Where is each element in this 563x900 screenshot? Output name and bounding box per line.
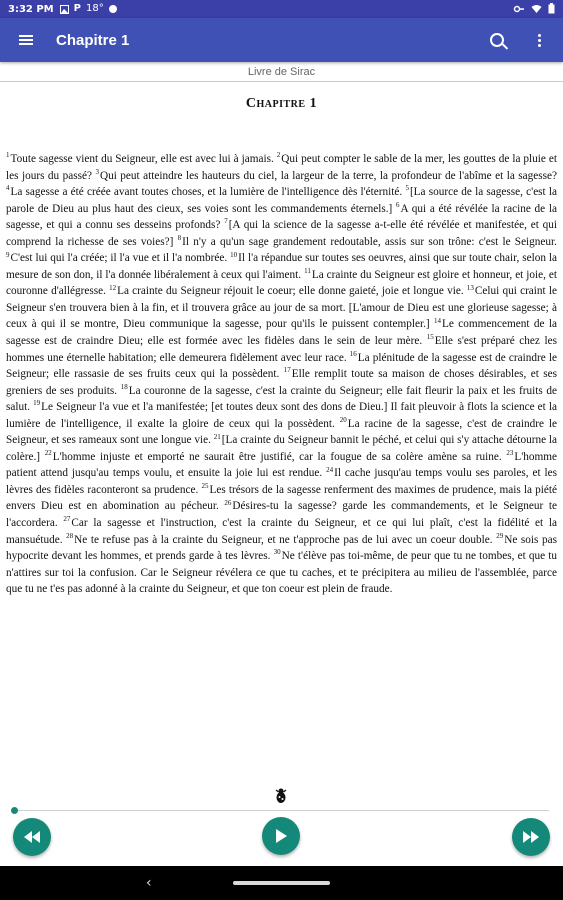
verse-number: 14 [434,316,442,325]
verse-text: Car la sagesse et l'instruction, c'est la crainte du Seigneur, et ce qui lui plaît, c'est la fidélité et la mansuétude. [6,517,558,546]
verse-text: A qui a été révélée la racine de la sagesse, et qui a connu ses desseins profonds? [6,202,558,232]
wifi-icon [531,4,542,14]
search-icon [490,33,504,47]
temperature-icon: 18° [85,3,104,14]
verse-number: 9 [6,250,10,259]
verse-text: L'homme injuste et emporté ne saurait être justifié, car la fougue de sa colère amène sa ruine. [52,450,502,463]
verse-text: [La crainte du Seigneur bannit le péché, et celui qui s'y attache détourne la colère.] [6,434,558,463]
verse-number: 29 [496,531,504,540]
verse-text: [La source de la sagesse, c'est la parole de Dieu au plus haut des cieux, ses voies sont les commandements éternels.] [6,186,558,215]
record-icon [109,5,117,13]
chapter-title: Chapitre 1 [245,96,318,111]
book-name: Livre de Sirac [247,66,316,78]
verse[interactable] [6,252,227,264]
verse-number: 2 [276,151,281,160]
verse-text: La plénitude de la sagesse est de craindre le Seigneur; elle rassasie de ses fruits ceux qui la possèdent. [6,351,557,381]
verse-number: 10 [230,250,238,259]
verse-number: 30 [273,548,281,557]
verse-text: Ne sois pas hypocrite devant les hommes, et prends garde à tes lèvres. [6,533,557,563]
verse-text: Elle remplit toute sa maison de choses désirables, et ses greniers de ses produits. [6,368,558,397]
image-icon [60,5,69,14]
verse[interactable] [95,167,558,182]
page-title: Chapitre 1 [56,31,130,49]
verse-text: Désires-tu la sagesse? garde les commandements, et le Seigneur te l'accordera. [6,500,558,530]
verse-number: 22 [44,449,52,458]
verse-number: 5 [405,184,409,193]
verse[interactable] [6,153,274,165]
verse-text: La racine de la sagesse, c'est de craindre le Seigneur, et ses rameaux sont une longue vie. [6,417,558,447]
home-pill-icon[interactable] [233,881,330,885]
verse-text: Qui peut compter le sable de la mer, les gouttes de la pluie et les jours du passé? [6,153,557,182]
verse-text: Celui qui craint le Seigneur s'en trouvera bien à la fin, et il trouvera grâce au jour de sa mort. [L'amour de Dieu est une glorieuse sagesse; à ceux à qui il se montre, Dieu communique la sagesse, pour qu'ils le puissent contempler.] [6,285,558,331]
progress-track[interactable] [14,810,549,811]
verse-number: 25 [201,482,209,491]
verse-text: Il cache jusqu'au temps voulu ses paroles, et les lèvres des fidèles raconteront sa prudence. [6,467,557,496]
system-nav-bar [0,866,563,900]
verse-text: La couronne de la sagesse, c'est la crainte du Seigneur; elle fait fleurir la paix et les fruits de salut. [6,384,557,414]
verse-number: 24 [326,465,334,474]
more-vert-icon [538,34,541,47]
verse-number: 18 [120,382,128,391]
app-bar [0,18,563,62]
status-bar [0,0,563,18]
status-right-icons [513,3,555,14]
battery-icon [548,3,555,14]
verse-number: 4 [6,184,10,193]
verse-number: 19 [33,399,41,408]
play-button[interactable] [262,817,300,855]
verse-number: 26 [224,498,232,507]
verse-number: 3 [95,167,99,176]
status-time: 3:32 PM [8,3,54,15]
more-options-button[interactable] [525,26,553,54]
verse-number: 27 [63,515,71,524]
rewind-button[interactable] [13,818,51,856]
verse[interactable] [66,531,493,546]
verse-number: 17 [283,366,291,375]
parking-icon: P [73,3,81,14]
verse-number: 23 [506,449,514,458]
status-icons [60,4,117,14]
fast-forward-icon [523,831,539,843]
verse-number: 21 [213,432,221,441]
menu-button[interactable] [4,18,48,62]
verse-text: Il n'y a qu'un sage grandement redoutable, assis sur son trône: c'est le Seigneur. [182,235,557,248]
verse-text: La crainte du Seigneur réjouit le coeur; elle donne gaieté, joie et longue vie. [117,285,464,298]
hamburger-icon [19,35,33,45]
verse-number: 11 [304,267,311,276]
verse-number: 13 [466,283,474,292]
vpn-key-icon [513,4,525,14]
verse[interactable] [109,285,464,297]
verse-number: 7 [224,217,228,226]
verse-text: [A qui la science de la sagesse a-t-elle été révélée et manifestée, et qui comprend la richesse de ses voies?] [6,219,557,248]
verse-text: Le Seigneur l'a vue et l'a manifestée; [et toutes deux sont des dons de Dieu.] Il fait pleuvoir à flots la science et la lumière de l'intelligence, il exalte la gloire de ceux qui la possèdent. [6,401,557,430]
verse-text: Toute sagesse vient du Seigneur, elle est avec lui à jamais. [10,153,274,165]
verse[interactable] [6,186,402,198]
verse-text: L'homme patient attend jusqu'au temps voulu, et ensuite la joie lui est rendue. [6,450,558,480]
verse-number: 6 [396,200,400,209]
fast-forward-button[interactable] [512,818,550,856]
chapter-content[interactable] [6,151,557,598]
verse-text: Ne t'élève pas toi-même, de peur que tu ne tombes, et que tu n'attires sur toi la confusion. Car le Seigneur révélera ce que tu caches, et te précipitera au milieu de l'assemblée, parce que tu ne t'es pas adonné à la crainte du Seigneur, et que ton coeur est plein de fraude. [6,550,557,596]
verse[interactable] [45,451,502,463]
verse-text: La crainte du Seigneur est gloire et honneur, et joie, et couronne d'allégresse. [6,268,557,298]
verse-text: Ne te refuse pas à la crainte du Seigneur, et ne t'approche pas de lui avec un coeur double. [74,533,493,546]
verse-text: Elle s'est préparé chez les hommes une éternelle habitation; elle demeurera fidèlement avec leur race. [6,335,558,364]
verse-number: 20 [339,416,347,424]
verse-number: 8 [177,233,182,242]
verse-text: Les trésors de la sagesse renferment des maximes de prudence, mais la piété envers Dieu est en abomination au pécheur. [6,483,558,513]
verse-text: Le commencement de la sagesse est de craindre Dieu; elle est formée avec les fidèles dans le sein de leur mère. [6,318,558,348]
verse-text: C'est lui qui l'a créée; il l'a vue et il l'a nombrée. [10,252,228,265]
verse-text: Qui peut atteindre les hauteurs du ciel, la largeur de la terre, la profondeur de l'abîme et la sagesse? [99,169,558,182]
search-button[interactable] [483,26,511,54]
back-chevron-icon[interactable]: ‹ [146,875,152,891]
verse-text: La sagesse a été créée avant toutes choses, et la lumière de l'intelligence dès l'éternité. [10,186,403,199]
verse-number: 28 [66,531,74,540]
play-icon [275,829,287,843]
verse-number: 12 [109,283,117,292]
verse-text: Il l'a répandue sur toutes ses oeuvres, ainsi que sur toute chair, selon la mesure de son don, il l'a donnée libéralement à ceux qui l'aiment. [6,252,557,281]
verse[interactable] [177,233,557,248]
header-divider [0,81,563,82]
verse-number: 1 [6,151,10,160]
verse-number: 15 [426,333,434,342]
rewind-icon [24,831,40,843]
progress-thumb[interactable] [11,807,18,814]
app-bar-actions [483,18,553,62]
verse-number: 16 [349,349,357,358]
